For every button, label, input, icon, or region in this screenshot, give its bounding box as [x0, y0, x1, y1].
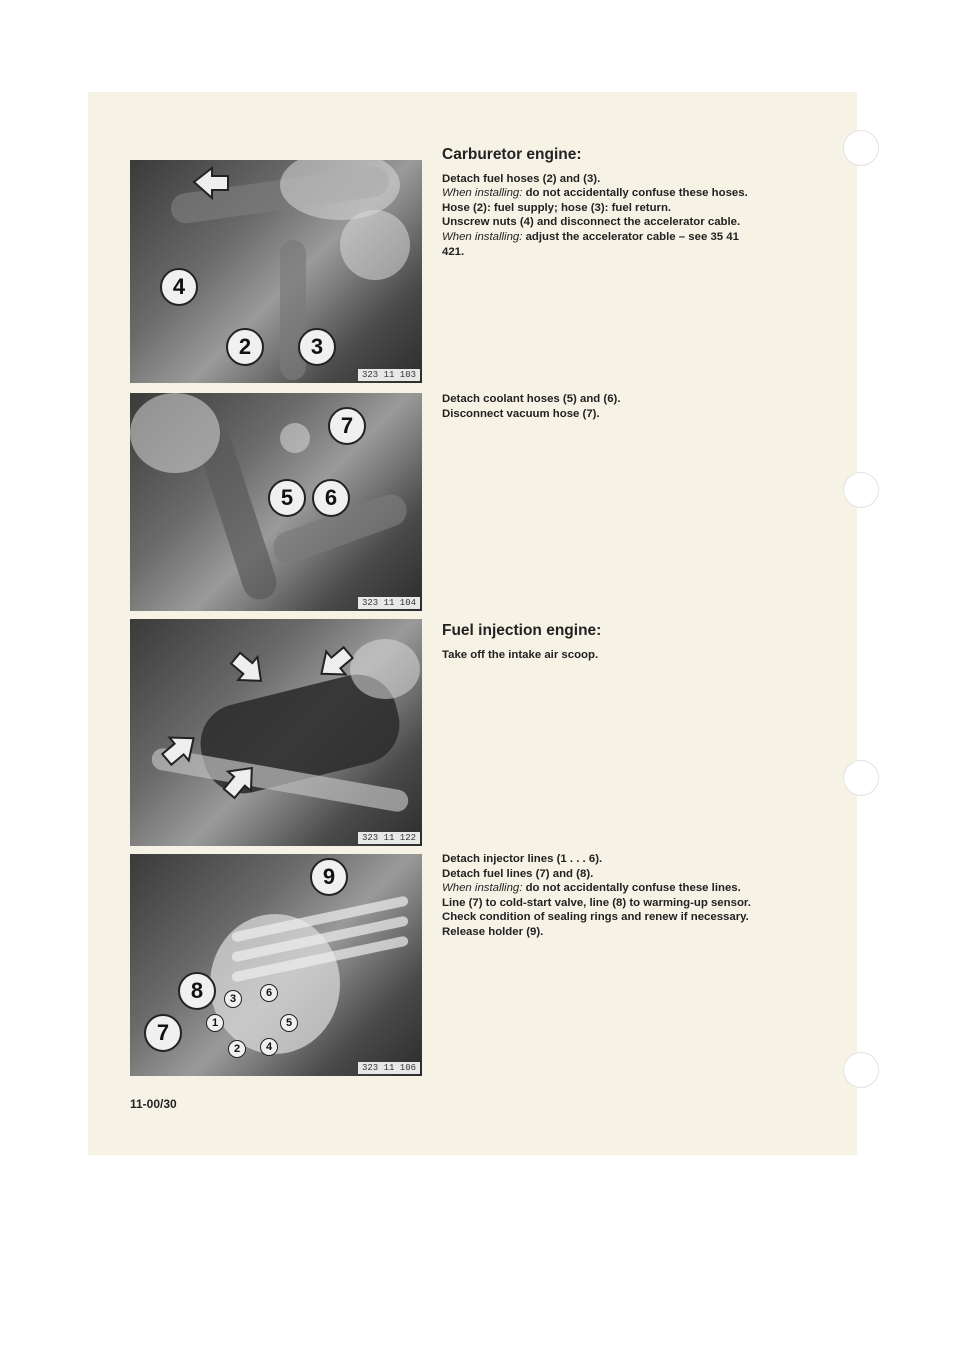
fuel-injection-section: [442, 624, 762, 662]
punch-hole: [843, 760, 879, 796]
photo-carburetor: [130, 160, 422, 383]
photo-label: 323 11 106: [358, 1062, 420, 1074]
instruction-line: Detach coolant hoses (5) and (6).: [442, 393, 621, 405]
callout-1: 1: [206, 1014, 224, 1032]
note-label: When installing:: [442, 882, 523, 895]
callout-2: 2: [228, 1040, 246, 1058]
callout-6: 6: [312, 479, 350, 517]
instruction-line: Detach injector lines (1 . . . 6).: [442, 853, 603, 865]
callout-5: 5: [268, 479, 306, 517]
photo-intake-scoop: [130, 619, 422, 846]
callout-6: 6: [260, 984, 278, 1002]
instruction-line: Take off the intake air scoop.: [442, 648, 599, 661]
callout-8: 8: [178, 972, 216, 1010]
section-heading: Carburetor engine:: [442, 146, 582, 163]
instruction-line: When installing: do not accidentally confuse these lines.: [442, 882, 741, 895]
instruction-line: Detach fuel hoses (2) and (3).: [442, 172, 601, 185]
callout-4: 4: [260, 1038, 278, 1056]
arrow-icon: [222, 641, 278, 697]
instruction-line: Check condition of sealing rings and renew if necessary.: [442, 911, 749, 924]
page-number: 11-00/30: [130, 1097, 177, 1111]
punch-hole: [843, 1052, 879, 1088]
carburetor-section: [442, 148, 762, 259]
manual-page: [88, 92, 857, 1155]
instruction-line: Detach fuel lines (7) and (8).: [442, 867, 594, 880]
coolant-section: [442, 392, 762, 421]
instruction-line: Release holder (9).: [442, 925, 544, 938]
photo-label: 323 11 104: [358, 597, 420, 609]
callout-4: 4: [160, 268, 198, 306]
punch-hole: [843, 472, 879, 508]
instruction-line: When installing: adjust the accelerator cable – see 35 41 421.: [442, 230, 739, 258]
photo-coolant: [130, 393, 422, 611]
arrow-icon: [190, 164, 230, 204]
punch-hole: [843, 130, 879, 166]
callout-3: 3: [224, 990, 242, 1008]
callout-2: 2: [226, 328, 264, 366]
callout-9: 9: [310, 858, 348, 896]
photo-injector-lines: [130, 854, 422, 1076]
photo-label: 323 11 103: [358, 369, 420, 381]
callout-5: 5: [280, 1014, 298, 1032]
note-label: When installing:: [442, 187, 523, 200]
photo-label: 323 11 122: [358, 832, 420, 844]
instruction-line: When installing: do not accidentally confuse these hoses.: [442, 187, 748, 200]
instruction-line: Unscrew nuts (4) and disconnect the accelerator cable.: [442, 216, 741, 229]
section-heading: Fuel injection engine:: [442, 622, 602, 639]
instruction-line: Line (7) to cold-start valve, line (8) to warming-up sensor.: [442, 896, 751, 909]
instruction-line: Disconnect vacuum hose (7).: [442, 407, 600, 420]
callout-3: 3: [298, 328, 336, 366]
callout-7: 7: [328, 407, 366, 445]
instruction-line: Hose (2): fuel supply; hose (3): fuel return.: [442, 201, 672, 214]
injector-section: [442, 852, 762, 940]
callout-7: 7: [144, 1014, 182, 1052]
note-label: When installing:: [442, 230, 523, 243]
